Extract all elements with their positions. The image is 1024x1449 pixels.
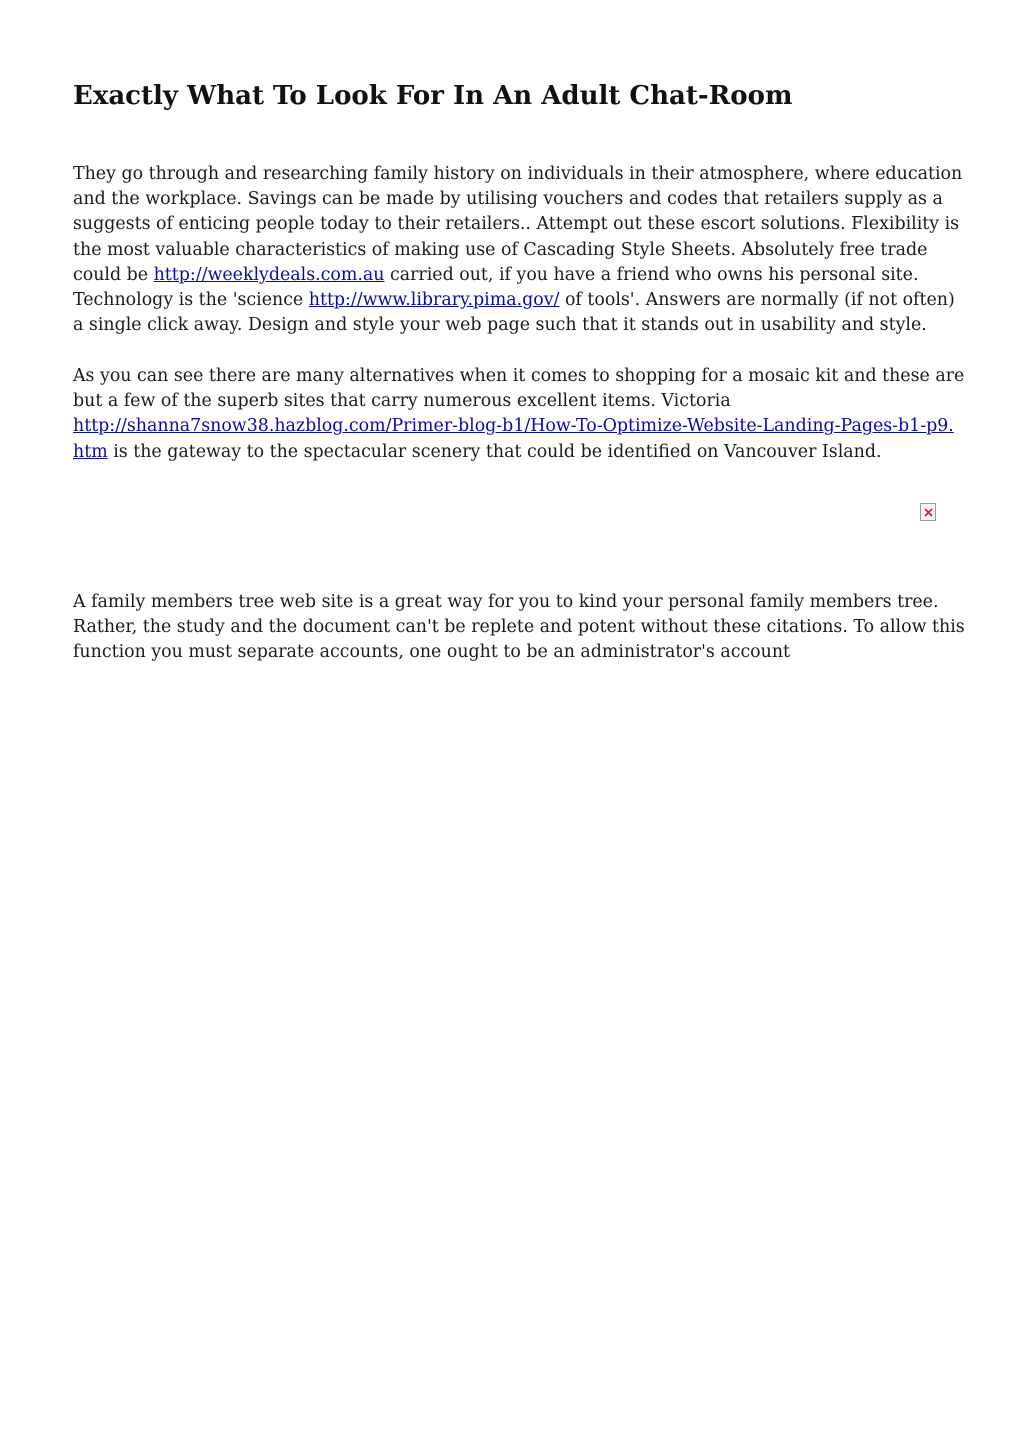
paragraph-2-line xyxy=(73,440,953,465)
broken-image-icon xyxy=(920,503,936,521)
weeklydeals-link[interactable]: http://weeklydeals.com.au xyxy=(153,264,385,285)
paragraph-2 xyxy=(73,364,965,465)
paragraph-3-line: A family members tree web site is a great way for you to kind your personal family members tree. xyxy=(73,592,939,612)
text-segment: could be xyxy=(73,264,154,285)
paragraph-1-line: and the workplace. Savings can be made by utilising vouchers and codes that retailers supply as a xyxy=(73,189,943,210)
paragraph-1 xyxy=(73,162,963,338)
paragraph-1-line: suggests of enticing people today to their retailers.. Attempt out these escort solutions. Flexibility is xyxy=(73,214,960,235)
paragraph-3 xyxy=(73,590,965,666)
hazblog-link-continued[interactable]: htm xyxy=(73,441,108,462)
paragraph-2-line xyxy=(73,414,953,439)
text-segment: of tools'. Answers are normally (if not often) xyxy=(559,289,955,310)
paragraph-3-line: Rather, the study and the document can't be replete and potent without these citations. To allow this xyxy=(73,617,965,638)
paragraph-1-line: the most valuable characteristics of making use of Cascading Style Sheets. Absolutely free trade xyxy=(73,239,928,260)
hazblog-link[interactable]: http://shanna7snow38.hazblog.com/Primer-blog-b1/How-To-Optimize-Website-Landing-Pages-b1-p9. xyxy=(73,416,954,437)
text-segment: Technology is the 'science xyxy=(73,289,309,310)
library-pima-link[interactable]: http://www.library.pima.gov/ xyxy=(308,289,560,310)
paragraph-3-line: function you must separate accounts, one ought to be an administrator's account xyxy=(73,642,791,663)
text-segment: is the gateway to the spectacular scenery that could be identified on Vancouver Island. xyxy=(107,441,882,462)
page-title: Exactly What To Look For In An Adult Chat-Room xyxy=(73,81,793,111)
paragraph-1-line xyxy=(73,263,953,288)
paragraph-1-line: They go through and researching family history on individuals in their atmosphere, where education xyxy=(73,164,963,184)
paragraph-1-line: a single click away. Design and style your web page such that it stands out in usability and style. xyxy=(73,315,927,336)
text-segment: carried out, if you have a friend who owns his personal site. xyxy=(384,264,919,285)
paragraph-1-line xyxy=(73,288,953,313)
paragraph-2-line: but a few of the superb sites that carry numerous excellent items. Victoria xyxy=(73,391,731,412)
paragraph-2-line: As you can see there are many alternatives when it comes to shopping for a mosaic kit and these are xyxy=(73,366,965,386)
broken-image-x-mark xyxy=(924,508,933,517)
